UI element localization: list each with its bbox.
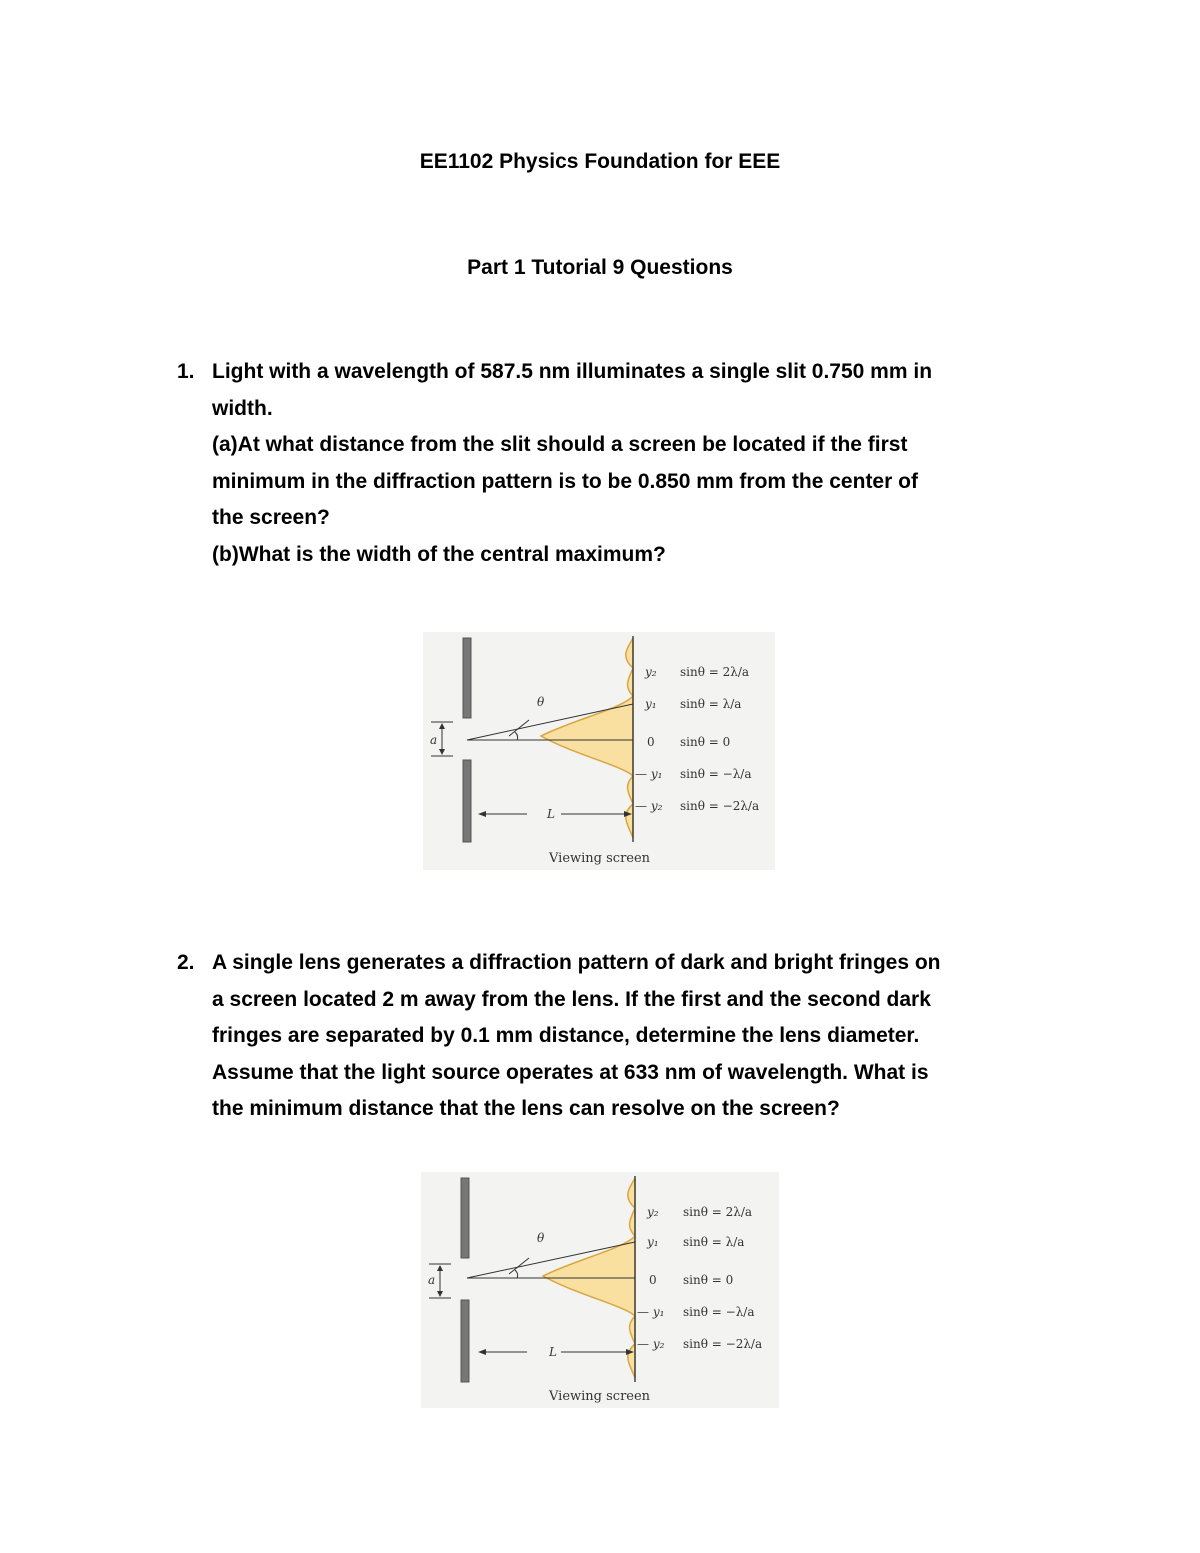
equation-label: sinθ = λ/a: [680, 697, 742, 711]
equation-label: sinθ = λ/a: [683, 1235, 745, 1249]
viewing-screen-caption: Viewing screen: [549, 851, 651, 866]
distance-label: L: [549, 1345, 557, 1359]
course-title: EE1102 Physics Foundation for EEE: [419, 150, 781, 173]
y-label: — y₂: [637, 1337, 665, 1351]
diffraction-figure-1: [423, 632, 775, 870]
equation-label: sinθ = −2λ/a: [680, 799, 760, 813]
question-line: (a)At what distance from the slit should a screen be located if the first: [212, 433, 908, 456]
equation-label: sinθ = 0: [683, 1273, 734, 1287]
question-number: 2.: [177, 951, 195, 974]
tutorial-subtitle: Part 1 Tutorial 9 Questions: [467, 256, 733, 279]
question-line: minimum in the diffraction pattern is to be 0.850 mm from the center of: [212, 469, 918, 493]
question-number: 1.: [177, 360, 195, 383]
y-label: y₁: [645, 697, 657, 711]
y-label: — y₁: [637, 1305, 665, 1319]
distance-label: L: [547, 807, 555, 821]
diffraction-figure-2: [421, 1172, 779, 1408]
question-line: fringes are separated by 0.1 mm distance, determine the lens diameter.: [212, 1024, 920, 1047]
y-label: y₂: [647, 1205, 659, 1219]
diffraction-diagram: [423, 632, 775, 870]
question-line: the screen?: [212, 506, 330, 529]
y-label: — y₁: [635, 767, 663, 781]
question-line: width.: [212, 396, 273, 420]
question-line: a screen located 2 m away from the lens. If the first and the second dark: [212, 987, 931, 1011]
diffraction-diagram: [421, 1172, 779, 1408]
y-label: y₂: [645, 665, 657, 679]
question-2: [177, 945, 1057, 1128]
question-line: (b)What is the width of the central maximum?: [212, 542, 666, 566]
question-line: Light with a wavelength of 587.5 nm illuminates a single slit 0.750 mm in: [212, 360, 933, 383]
slit-width-label: a: [428, 1273, 436, 1287]
viewing-screen-caption: Viewing screen: [549, 1389, 651, 1404]
theta-label: θ: [537, 695, 545, 709]
equation-label: sinθ = 2λ/a: [680, 665, 750, 679]
y-label: — y₂: [635, 799, 663, 813]
question-line: the minimum distance that the lens can resolve on the screen?: [212, 1097, 840, 1120]
equation-label: sinθ = −λ/a: [680, 767, 752, 781]
equation-label: sinθ = 2λ/a: [683, 1205, 753, 1219]
equation-label: sinθ = −λ/a: [683, 1305, 755, 1319]
y-label: y₁: [647, 1235, 659, 1249]
question-1: [177, 354, 1057, 573]
equation-label: sinθ = 0: [680, 735, 731, 749]
y-label: 0: [649, 1273, 657, 1287]
y-label: 0: [647, 735, 655, 749]
question-line: A single lens generates a diffraction pattern of dark and bright fringes on: [212, 951, 941, 974]
slit-width-label: a: [430, 733, 438, 747]
equation-label: sinθ = −2λ/a: [683, 1337, 763, 1351]
theta-label: θ: [537, 1231, 545, 1245]
question-line: Assume that the light source operates at 633 nm of wavelength. What is: [212, 1060, 929, 1084]
